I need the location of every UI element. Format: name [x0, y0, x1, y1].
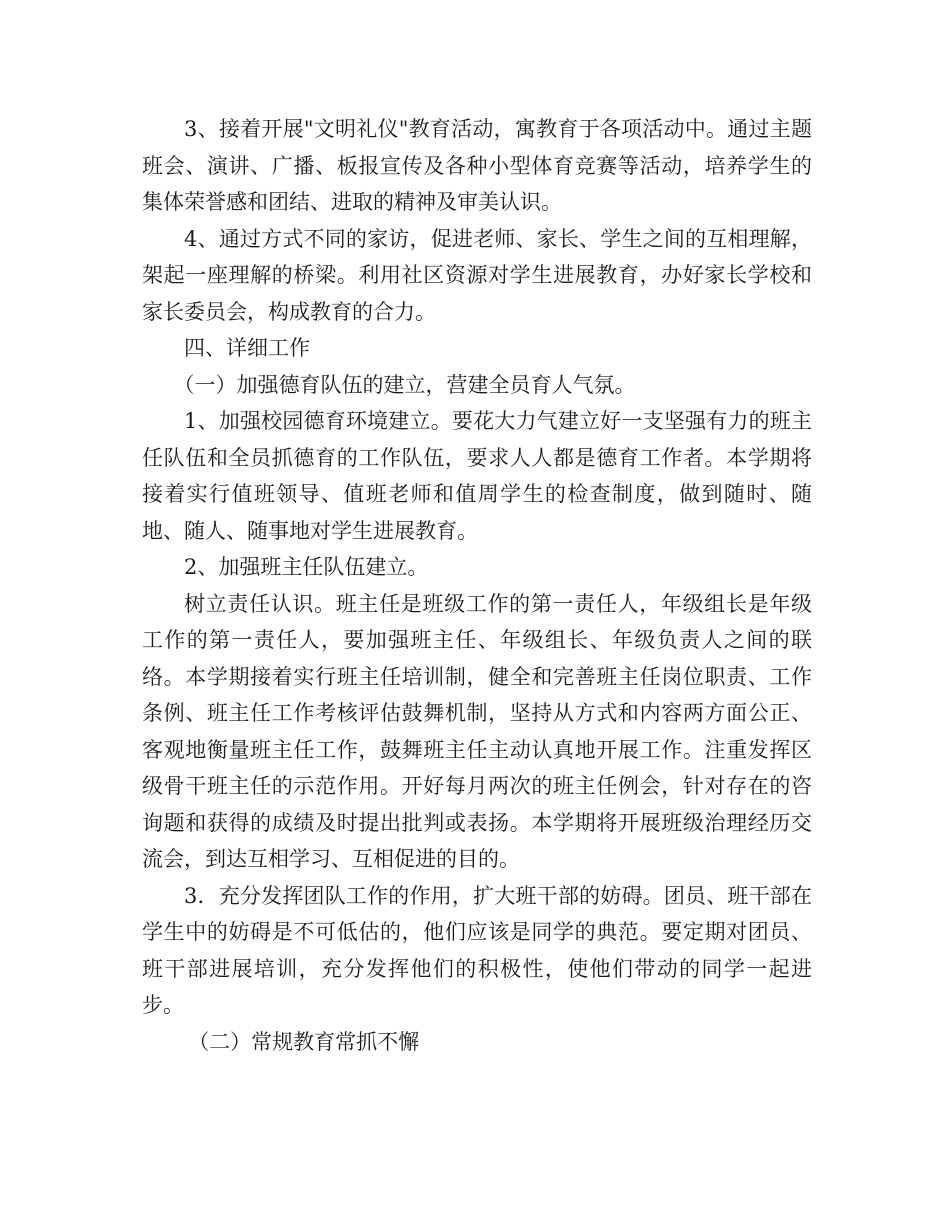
- subsection-heading-2: （二）常规教育常抓不懈: [188, 1029, 420, 1054]
- paragraph-item-4: 4、通过方式不同的家访，促进老师、家长、学生之间的互相理解，架起一座理解的桥梁。利用社区资源对学生进展教育，办好家长学校和家长委员会，构成教育的合力。: [142, 226, 812, 324]
- section-heading: 四、详细工作: [184, 336, 310, 360]
- paragraph-item-1: 1、加强校园德育环境建立。要花大力气建立好一支坚强有力的班主任队伍和全员抓德育的工作队伍，要求人人都是德育工作者。本学期将接着实行值班领导、值班老师和值周学生的检查制度，做到随时、随地、随人、随事地对学生进展教育。: [142, 409, 812, 543]
- subsection-heading-1: （一）加强德育队伍的建立，营建全员育人气氛。: [173, 372, 636, 397]
- paragraph-item-3: 3、接着开展"文明礼仪"教育活动，寓教育于各项活动中。通过主题班会、演讲、广播、板报宣传及各种小型体育竞赛等活动，培养学生的集体荣誉感和团结、进取的精神及审美认识。: [142, 117, 812, 214]
- paragraph-item-3b: 3．充分发挥团队工作的作用，扩大班干部的妨碍。团员、班干部在学生中的妨碍是不可低估的，他们应该是同学的典范。要定期对团员、班干部进展培训，充分发挥他们的积极性，使他们带动的同学一起进步。: [142, 883, 812, 1017]
- document-body: [142, 111, 812, 1060]
- paragraph-body: 树立责任认识。班主任是班级工作的第一责任人，年级组长是年级工作的第一责任人，要加强班主任、年级组长、年级负责人之间的联络。本学期接着实行班主任培训制，健全和完善班主任岗位职责、工作条例、班主任工作考核评估鼓舞机制，坚持从方式和内容两方面公正、客观地衡量班主任工作，鼓舞班主任主动认真地开展工作。注重发挥区级骨干班主任的示范作用。开好每月两次的班主任例会，针对存在的咨询题和获得的成绩及时提出批判或表扬。本学期将开展班级治理经历交流会，到达互相学习、互相促进的目的。: [142, 591, 812, 871]
- paragraph-item-2: 2、加强班主任队伍建立。: [184, 555, 429, 579]
